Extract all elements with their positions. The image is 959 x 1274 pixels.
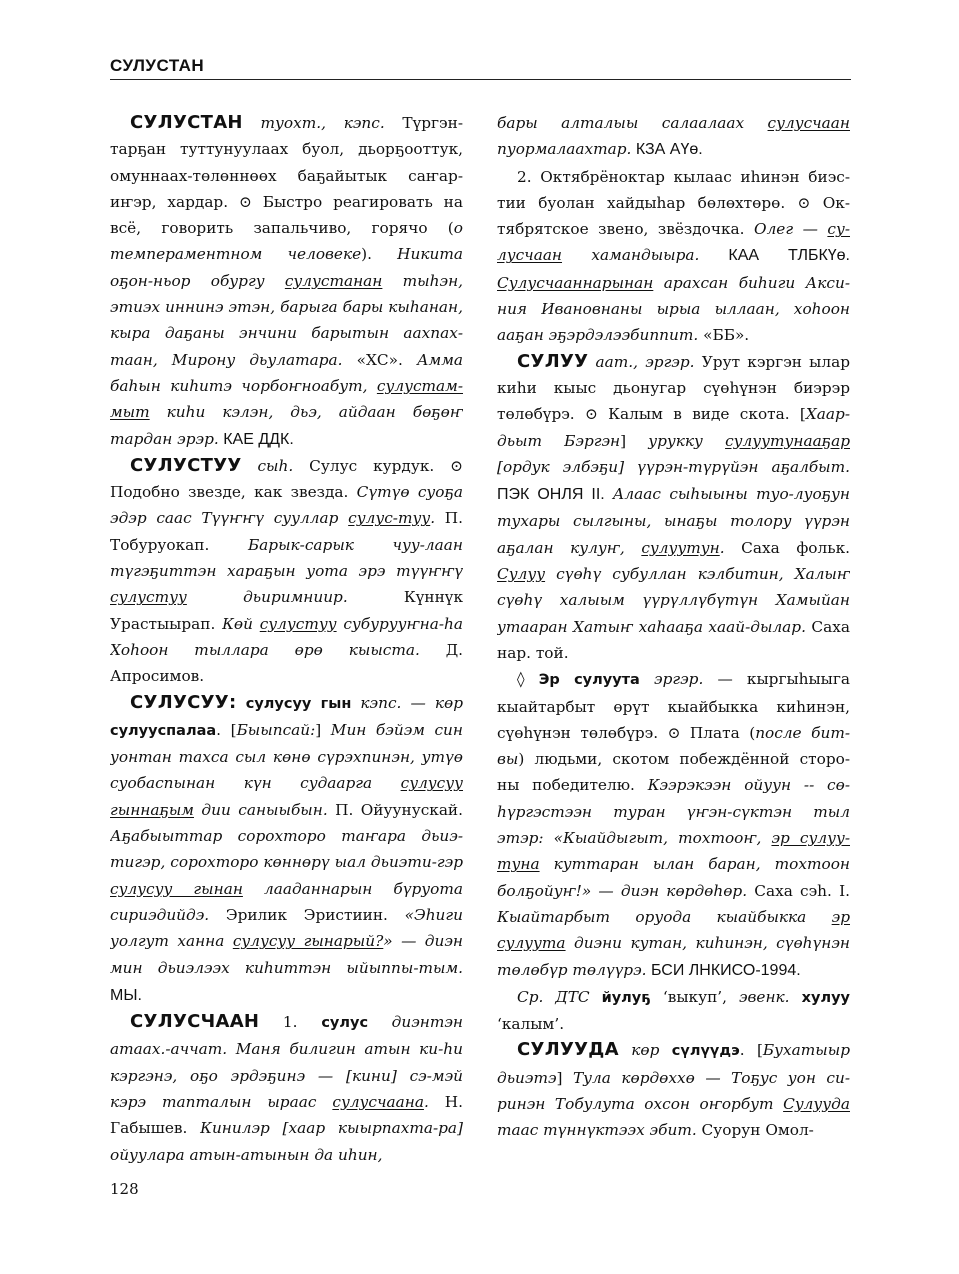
right-column xyxy=(497,110,850,1170)
entry-suluuda: СУЛУУДА көр сүлүүдэ. [Бухатыыр дьиэтэ] Тула көрдөххө — Тоҕус уон си-ринэн Тобулута охсон оҥорбут Сулууда таас түннүктээх эбит. Суорун Омол- xyxy=(497,1039,850,1140)
left-column xyxy=(110,110,463,1170)
entry-continuation: бары алталыы салаалаах сулусчаан пуормалаахтар. КЗА АҮө. xyxy=(497,114,850,159)
etymology-note: Ср. ДТС йулуҕ ‘выкуп’, эвенк. хулуу ‘калым’. xyxy=(497,987,850,1034)
page-number: 128 xyxy=(110,1180,139,1198)
entry-er-suluuta: ◊ Эр сулуута эргэр. — кыргыһыыга кыайтарбыт өрүт кыайбыкка киһинэн, сүөһүнэн төлөбүрэ. ⊙ Плата (после бит-вы) людьми, скотом побеждённой сторо-ны победителю. Кээрэкээн ойуун -- сө-һүргэстээн туран үҥэн-сүктэн тыл этэр: «Кыайдыгыт, тохтооҥ, эр сулуу-туна куттаран ылан баран, тохтоон болҕойуҥ!» — диэн көрдөһөр. Саха сэһ. I. Кыайтарбыт оруода кыайбыкка эр сулуута диэни кутан, киһинэн, сүөһүнэн төлөбүр төлүүрэ. БСИ ЛНКИСО-1994. xyxy=(497,670,850,979)
entry-suluschaan-sense-2: 2. Октябрёноктар кылаас иһинэн биэс-тии буолан хайдыһар бөлөхтөрө. ⊙ Ок-тябрятское звено, звёздочка. Олег — су-лусчаан хамандыыра. КАА ТЛБКҮө. Сулусчааннарынан арахсан биһиги Акси-ния Ивановнаны ырыа ыллаан, хоһоон ааҕан эҕэрдэлээбиппит. «ББ». xyxy=(497,167,850,345)
headword: СУЛУСЧААН xyxy=(130,1011,260,1033)
entry-sulustan: СУЛУСТАН туохт., кэпс. Түргэн-тарҕан туттунуулаах буол, дьорҕооттук, омуннаах-төлөннөөх баҕайытык саҥар-иҥэр, хардар. ⊙ Быстро реагировать на всё, говорить запальчиво, горячо (о темпераментном человеке). Никита оҕон-ньор обургу сулустанан тыһэн, этиэх иннинэ этэн, барыга бары кыһанан, кыра даҕаны энчини барытын аахпах-таан, Мирону дьулатара. «ХС». Амма баһын киһитэ чорбоҥноабут, сулустам-мыт киһи кэлэн, дьэ, айдаан бөҕөҥ тардан эрэр. КАЕ ДДК. xyxy=(110,112,463,448)
entry-sulusuu: СУЛУСУУ: сулусуу гын кэпс. — көр сулууспалаа. [Быыпсай:] Мин бэйэм син уонтан тахса сыл көнө сүрэхпинэн, утүө суобаспынан күн судаарга сулусуу гыннаҕым дии саныыбын. П. Ойуунускай. Аҕабыыттар сорохторо таҥара дьиэ-тигэр, сорохторо көннөрү ыал дьиэти-гэр сулусуу гынан лааданнарын бүруота сириэдийдэ. Эрилик Эристиин. «Эһиги уолгут ханна сулусуу гынарый?» — диэн мин дьиэлээх киһиттэн ыйыппы-тым. МЫ. xyxy=(110,691,463,1004)
headword: СУЛУСТАН xyxy=(130,112,243,133)
headword: СУЛУУ xyxy=(517,350,589,372)
headword: СУЛУСУУ: xyxy=(130,691,237,713)
idiom-mark: ◊ xyxy=(517,670,539,689)
entry-suluu: СУЛУУ аат., эргэр. Урут кэргэн ылар киһи кыыс дьонугар сүөһүнэн биэрэр төлөбүрэ. ⊙ Калым в виде скота. [Хаар-дьыт Бэргэн] урукку сулуутунааҕар [ордук элбэҕи] үүрэн-түрүйэн аҕалбыт. ПЭК ОНЛЯ II. Алаас сыһыыны туо-луоҕун тухары сылгыны, ынаҕы толору үүрэн аҕалан кулуҥ, сулуутун. Саха фольк. Сулуу сүөһү субуллан кэлбитин, Халыҥ сүөһү халыым үүрүллүбүтүн Хамыйан утааран Хатыҥ хаһааҕа хаай-дылар. Саха нар. той. xyxy=(497,350,850,662)
running-head: СУЛУСТАН xyxy=(110,56,205,75)
headword: СУЛУСТУУ xyxy=(130,454,242,476)
entry-sulustuu: СУЛУСТУУ сыһ. Сулус курдук. ⊙ Подобно звезде, как звезда. Сүтүө суоҕа эдэр саас Түүҥҥү сууллар сулус-туу. П. Тобуруокап. Барык-сарык чуу-лаан түгэҕиттэн хараҕын уота эрэ түүҥҥү сулустуу дьиримниир. Күннүк Урастыырап. Көй сулустуу субурууҥна-һа Хоһоон тыллара өрө кыыста. Д. Апросимов. xyxy=(110,454,463,686)
header-rule xyxy=(110,79,851,80)
headword: СУЛУУДА xyxy=(517,1039,619,1061)
entry-suluschaan: СУЛУСЧААН 1. сулус диэнтэн атаах.-аччат. Маня билигин атын ки-һи кэргэнэ, оҕо эрдэҕинэ — [кини] сэ-мэй кэрэ тапталын ыраас сулусчаана. Н. Габышев. Кинилэр [хаар кыырпахта-ра] ойуулара атын-атынын да иһин, xyxy=(110,1011,463,1164)
